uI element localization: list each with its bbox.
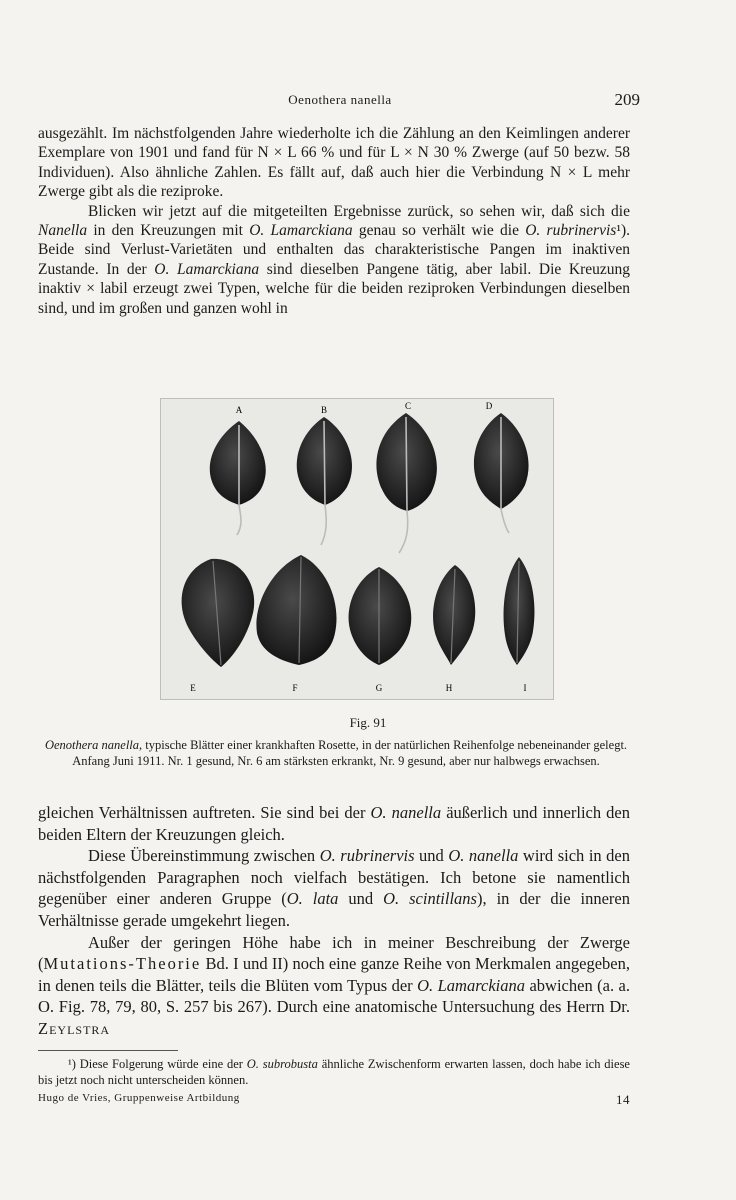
leaf-label: A	[235, 405, 243, 415]
text-run: und	[338, 889, 384, 909]
italic-term: O. scintillans	[383, 889, 477, 909]
imprint: Hugo de Vries, Gruppenweise Artbildung	[38, 1092, 240, 1104]
italic-term: O. Lamarckiana	[249, 222, 353, 240]
leaf-label: C	[404, 401, 412, 411]
text-block-e	[38, 932, 630, 1040]
italic-term: O. rubrinervis	[525, 222, 617, 240]
footnote-divider	[38, 1050, 178, 1051]
italic-term: O. rubrinervis	[319, 846, 415, 866]
page-footer	[38, 1092, 630, 1107]
running-title: Oenothera nanella	[288, 92, 392, 107]
leaf-a	[210, 421, 266, 535]
footnote	[38, 1056, 630, 1088]
leaf-label: F	[292, 683, 298, 693]
text-run: in den Kreuzungen mit	[87, 222, 250, 240]
leaf-label: I	[523, 683, 527, 693]
leaf-f	[256, 555, 336, 665]
text-run: genau so verhält wie die	[352, 222, 526, 240]
caption-species: Oenothera nanella,	[44, 738, 143, 752]
italic-term: O. Lamarckiana	[417, 975, 526, 995]
leaf-h	[433, 565, 475, 665]
italic-term: Nanella	[38, 222, 88, 240]
text-block-b	[38, 202, 630, 318]
text-run: ¹). Beide sind Verlust-Varietäten und enthalten das charakteristische Pangen im inaktiven Zustande. In der	[38, 222, 630, 278]
leaf-illustration	[161, 399, 553, 699]
signature-mark: 14	[616, 1092, 630, 1107]
paragraph-1	[38, 124, 630, 318]
text-run: Blicken wir jetzt auf die mitgeteilten Ergebnisse zurück, so sehen wir, daß sich die	[88, 202, 630, 220]
text-run: abwichen (a. a. O. Fig. 78, 79, 80, S. 257 bis 267). Durch eine anatomische Untersuchung des Herrn Dr.	[38, 975, 630, 1017]
leaf-d	[474, 413, 529, 533]
text-run: ähnliche Zwischenform erwarten lassen, doch habe ich diese bis jetzt noch nicht unterscheiden können.	[38, 1057, 630, 1087]
leaf-g	[349, 567, 412, 665]
text-block-a: ausgezählt. Im nächstfolgenden Jahre wiederholte ich die Zählung an den Keimlingen anderer Exemplare von 1901 und fand für N × L 66 % und für L × N 30 % Zwerge (auf 50 bezw. 58 Individuen). Also ähnliche Zahlen. Es fällt auf, daß auch hier die Verbindung N × L mehr Zwerge gibt als die reziproke.	[38, 125, 630, 201]
leaf-label: D	[485, 401, 493, 411]
text-run: äußerlich und innerlich den beiden Eltern der Kreuzungen gleich.	[38, 803, 630, 844]
text-run: wird sich in den nächstfolgenden Paragraphen noch vielfach bestätigen. Ich betone sie namentlich gegenüber einer anderen Gruppe (	[38, 846, 631, 909]
text-run: Diese Übereinstimmung zwischen	[88, 846, 320, 866]
text-run: gleichen Verhältnissen auftreten. Sie sind bei der	[38, 803, 371, 822]
author-name: Zeylstra	[38, 1018, 111, 1038]
leaf-b	[297, 417, 352, 545]
spaced-title: Mutations-Theorie	[43, 954, 202, 974]
text-run: und	[414, 846, 449, 866]
leaf-label: H	[445, 683, 453, 693]
italic-term: O. nanella	[448, 846, 519, 866]
italic-term: O. lata	[286, 889, 339, 909]
italic-term: O. nanella	[370, 803, 442, 822]
leaf-label: G	[375, 683, 383, 693]
leaf-label: E	[190, 683, 196, 693]
italic-term: O. Lamarckiana	[154, 260, 260, 278]
text-run: ¹) Diese Folgerung würde eine der	[68, 1057, 247, 1071]
caption-text: typische Blätter einer krankhaften Rosette, in der natürlichen Reihenfolge nebeneinander gelegt. Anfang Juni 1911. Nr. 1 gesund, Nr. 6 am stärksten erkrankt, Nr. 9 gesund, aber nur halbwegs erwachsen.	[72, 738, 628, 768]
leaf-photograph	[160, 398, 554, 700]
figure-number: Fig. 91	[349, 715, 387, 730]
text-run: ), in der die inneren Verhältnisse gerade umgekehrt liegen.	[38, 889, 631, 930]
text-run: Außer der geringen Höhe habe ich in meiner Beschreibung der Zwerge (	[38, 932, 630, 974]
running-header	[40, 92, 640, 112]
text-run: sind dieselben Pangene tätig, aber labil. Die Kreuzung inaktiv × labil erzeugt zwei Typen, welche für die beiden reziproken Verbindungen dieselben sind, und im großen und ganzen wohl in	[38, 260, 630, 317]
text-block-d	[38, 845, 630, 931]
italic-term: O. subrobusta	[246, 1057, 318, 1071]
text-block-c	[38, 802, 630, 845]
page-number: 209	[614, 90, 640, 109]
leaf-i	[504, 557, 535, 665]
leaf-e	[182, 559, 255, 667]
text-run: Bd. I und II) noch eine ganze Reihe von Merkmalen angegeben, in denen teils die Blätter, teils die Blüten vom Typus der	[38, 954, 630, 995]
leaf-c	[376, 413, 436, 553]
paragraph-2	[38, 802, 630, 1040]
leaf-label: B	[320, 405, 328, 415]
figure-caption	[40, 737, 632, 769]
